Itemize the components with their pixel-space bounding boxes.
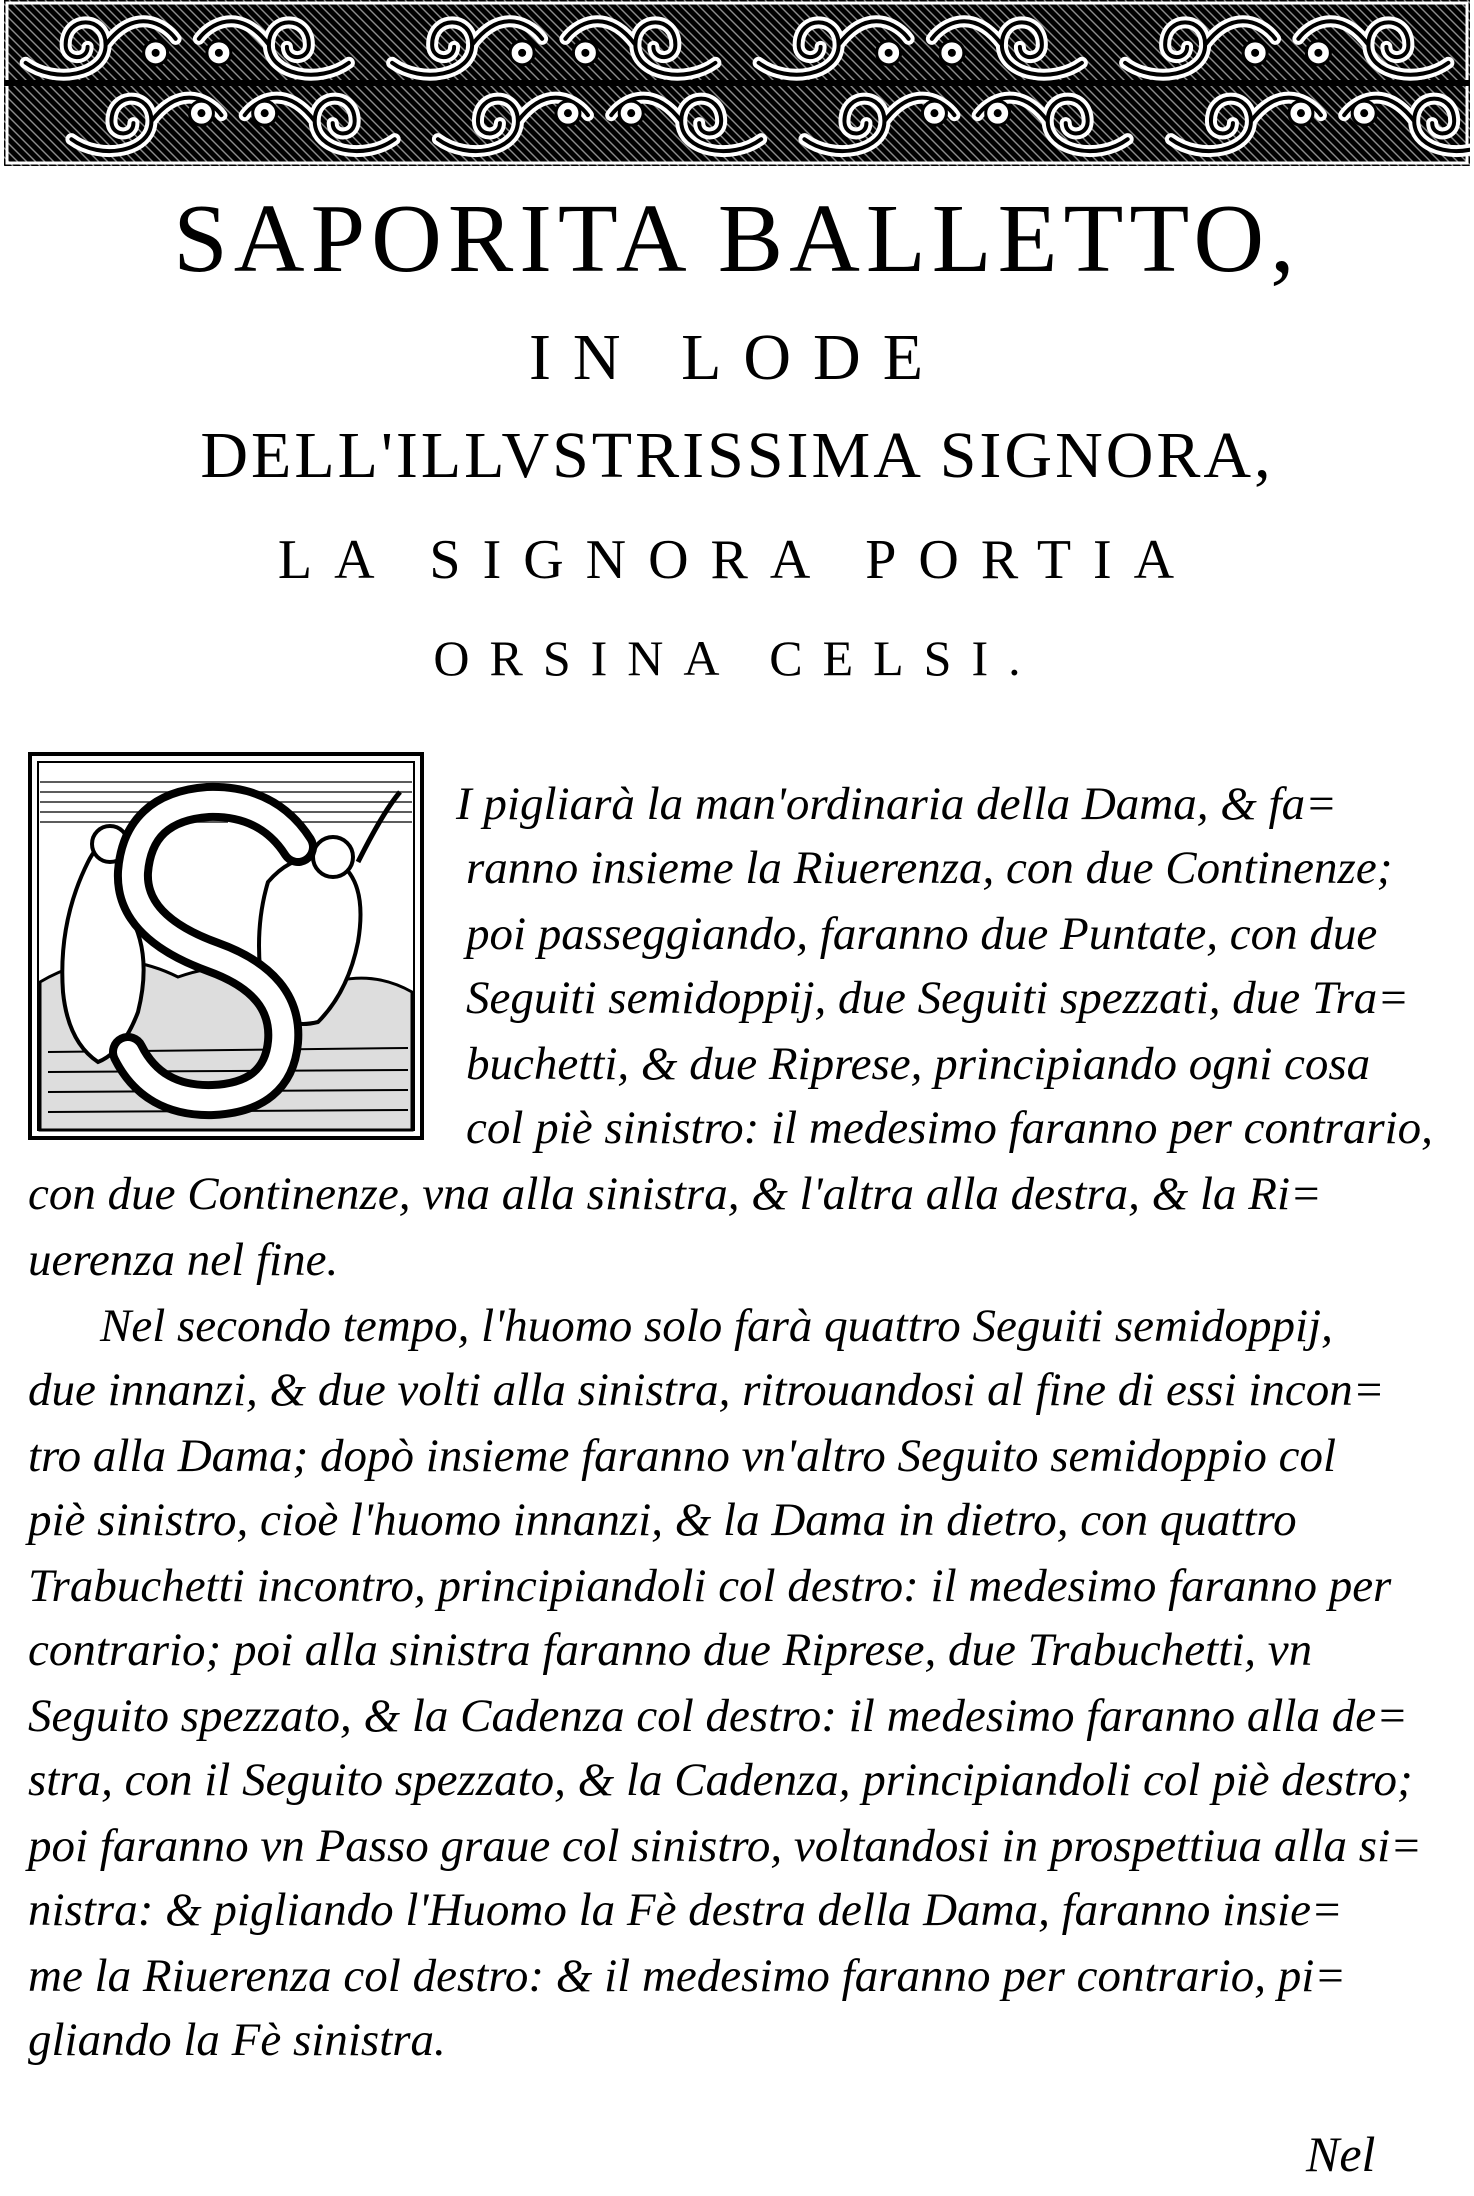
decorated-initial-woodcut (28, 752, 424, 1140)
text-line: Seguiti semidoppij, due Seguiti spezzati, due Tra= (466, 972, 1409, 1024)
subtitle-line-3: DELL'ILLVSTRISSIMA SIGNORA, (200, 419, 1274, 492)
text-line: col piè sinistro: il medesimo faranno per contrario, (466, 1102, 1433, 1154)
text-line: due innanzi, & due volti alla sinistra, ritrouandosi al fine di essi incon= (28, 1364, 1385, 1416)
subtitle-line-4: LA SIGNORA PORTIA (277, 529, 1197, 591)
text-line: Seguito spezzato, & la Cadenza col destro: il medesimo faranno alla de= (28, 1690, 1408, 1742)
text-line: I pigliarà la man'ordinaria della Dama, & fa= (456, 778, 1337, 830)
page-title: SAPORITA BALLETTO, (173, 185, 1301, 293)
text-line: buchetti, & due Riprese, principiando ogni cosa (466, 1038, 1371, 1090)
decorative-header-band (4, 0, 1470, 166)
text-line: stra, con il Seguito spezzato, & la Cadenza, principiandoli col piè destro; (28, 1754, 1413, 1806)
text-line: ranno insieme la Riuerenza, con due Continenze; (466, 842, 1393, 894)
subtitle-line-5: ORSINA CELSI. (433, 630, 1041, 686)
text-line: poi passeggiando, faranno due Puntate, con due (466, 908, 1378, 960)
text-line: Nel secondo tempo, l'huomo solo farà quattro Seguiti semidoppij, (100, 1300, 1333, 1352)
text-line: poi faranno vn Passo graue col sinistro, voltandosi in prospettiua alla si= (28, 1820, 1422, 1872)
text-line: tro alla Dama; dopò insieme faranno vn'altro Seguito semidoppio col (28, 1430, 1337, 1482)
text-line: uerenza nel fine. (28, 1234, 339, 1286)
text-line: gliando la Fè sinistra. (28, 2014, 446, 2066)
subtitle-line-2: IN LODE (528, 321, 946, 394)
text-line: contrario; poi alla sinistra faranno due Riprese, due Trabuchetti, vn (28, 1624, 1313, 1676)
text-line: me la Riuerenza col destro: & il medesimo faranno per contrario, pi= (28, 1950, 1346, 2002)
text-line: con due Continenze, vna alla sinistra, & l'altra alla destra, & la Ri= (28, 1168, 1322, 1220)
text-line: Trabuchetti incontro, principiandoli col destro: il medesimo faranno per (28, 1560, 1392, 1612)
scroll-ornament-icon (4, 0, 1470, 166)
catchword: Nel (1306, 2126, 1376, 2182)
text-line: piè sinistro, cioè l'huomo innanzi, & la Dama in dietro, con quattro (28, 1494, 1297, 1546)
text-line: nistra: & pigliando l'Huomo la Fè destra della Dama, faranno insie= (28, 1884, 1343, 1936)
